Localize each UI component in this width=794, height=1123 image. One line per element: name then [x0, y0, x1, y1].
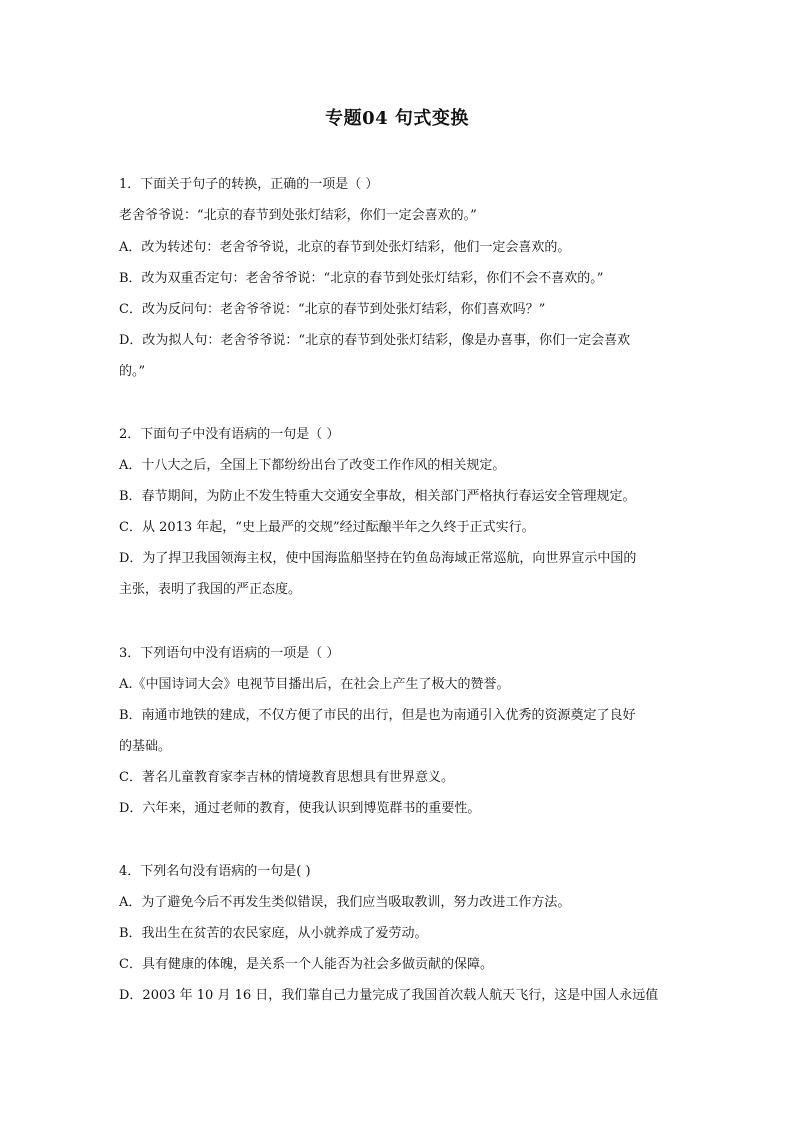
question-3-option-c: C．著名儿童教育家李吉林的情境教育思想具有世界意义。	[119, 770, 454, 785]
question-3-option-a: A.《中国诗词大会》电视节目播出后，在社会上产生了极大的赞誉。	[119, 677, 510, 692]
question-2-option-c: C．从 2013 年起，“史上最严的交规”经过酝酿半年之久终于正式实行。	[119, 520, 535, 535]
question-2-option-b: B．春节期间，为防止不发生特重大交通安全事故，相关部门严格执行春运安全管理规定。	[119, 489, 636, 504]
question-1-option-c: C．改为反问句：老舍爷爷说：“北京的春节到处张灯结彩，你们喜欢吗？”	[119, 302, 546, 317]
question-3-stem: 3．下列语句中没有语病的一项是（ ）	[119, 646, 340, 661]
question-2-option-a: A．十八大之后，全国上下都纷纷出台了改变工作作风的相关规定。	[119, 458, 506, 473]
question-1-option-d: D．改为拟人句：老舍爷爷说：“北京的春节到处张灯结彩，像是办喜事，你们一定会喜欢	[119, 333, 631, 348]
page-title: 专题04 句式变换	[325, 108, 469, 129]
question-1-option-b: B．改为双重否定句：老舍爷爷说：“北京的春节到处张灯结彩，你们不会不喜欢的。”	[119, 271, 604, 286]
question-4-option-a: A．为了避免今后不再发生类似错误，我们应当吸取教训，努力改进工作方法。	[119, 895, 571, 910]
question-3-option-b-cont: 的基础。	[119, 739, 172, 754]
question-1-option-d-cont: 的。”	[119, 364, 146, 379]
question-2-stem: 2．下面句子中没有语病的一句是（ ）	[119, 427, 340, 442]
question-3-option-d: D．六年来，通过老师的教育，使我认识到博览群书的重要性。	[119, 801, 481, 816]
question-3-option-b: B．南通市地铁的建成，不仅方便了市民的出行，但是也为南通引入优秀的资源奠定了良好	[119, 708, 636, 723]
question-4-stem: 4．下列名句没有语病的一句是( )	[119, 864, 311, 879]
question-4-option-c: C．具有健康的体魄，是关系一个人能否为社会多做贡献的保障。	[119, 957, 493, 972]
question-4-option-b: B．我出生在贫苦的农民家庭，从小就养成了爱劳动。	[119, 926, 428, 941]
question-1-stem: 1．下面关于句子的转换，正确的一项是（ ）	[119, 177, 379, 192]
question-4-option-d: D．2003 年 10 月 16 日，我们靠自己力量完成了我国首次载人航天飞行，这是中国人永远值	[119, 988, 659, 1003]
question-2-option-d-cont: 主张，表明了我国的严正态度。	[119, 582, 302, 597]
question-2-option-d: D．为了捍卫我国领海主权，使中国海监船坚持在钓鱼岛海域正常巡航，向世界宣示中国的	[119, 551, 637, 566]
question-1-option-a: A．改为转述句：老舍爷爷说，北京的春节到处张灯结彩，他们一定会喜欢的。	[119, 240, 571, 255]
question-1-context: 老舍爷爷说：“北京的春节到处张灯结彩，你们一定会喜欢的。”	[119, 208, 477, 223]
